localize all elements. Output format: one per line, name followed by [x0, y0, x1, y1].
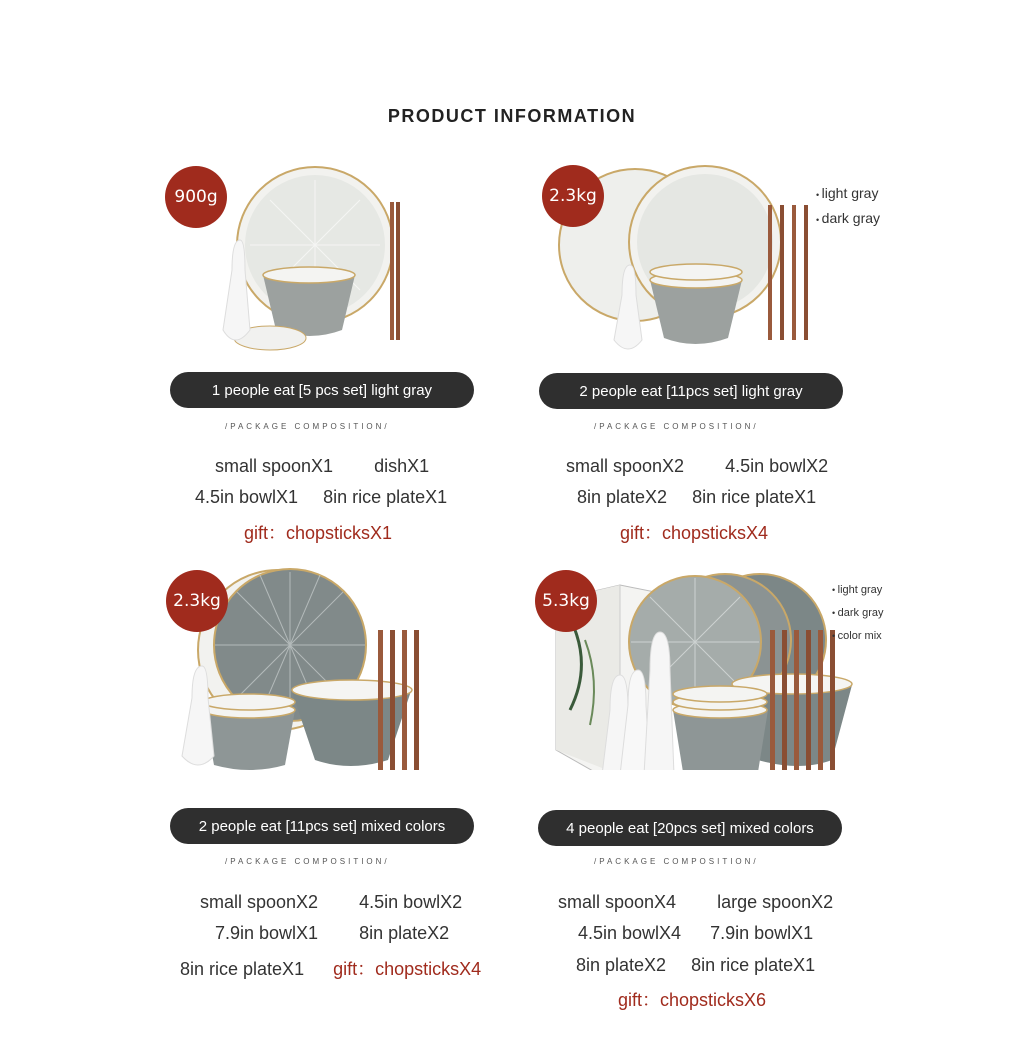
bowl-illustration	[263, 267, 355, 336]
composition-item: 8in rice plateX1	[323, 487, 448, 507]
composition-item: 7.9in bowlX1	[215, 923, 319, 943]
composition-row-1	[200, 892, 462, 913]
weight-badge: 2.3kg	[542, 165, 604, 227]
composition-item: 4.5in bowlX2	[725, 456, 829, 476]
composition-item: small spoonX2	[566, 456, 685, 476]
set-name-pill: 2 people eat [11pcs set] light gray	[539, 373, 843, 409]
composition-item: 8in plateX2	[359, 923, 450, 943]
composition-item: 8in plateX2	[576, 955, 667, 975]
composition-item: 4.5in bowlX1	[195, 487, 299, 507]
composition-row-2	[195, 487, 447, 508]
bowl-illustration	[203, 694, 295, 770]
package-composition-label: /PACKAGE COMPOSITION/	[594, 857, 759, 866]
color-option: • light gray	[832, 579, 884, 602]
set-name-pill: 1 people eat [5 pcs set] light gray	[170, 372, 474, 408]
composition-item: 8in rice plateX1	[180, 959, 305, 979]
color-option: • dark gray	[832, 602, 884, 625]
set-name-pill: 2 people eat [11pcs set] mixed colors	[170, 808, 474, 844]
composition-item: small spoonX2	[200, 892, 319, 912]
composition-row-3	[576, 955, 815, 976]
color-option: • light gray	[816, 182, 880, 207]
composition-item: 4.5in bowlX4	[578, 923, 682, 943]
weight-badge: 900g	[165, 166, 227, 228]
color-options	[832, 579, 884, 648]
composition-item: large spoonX2	[717, 892, 834, 912]
gift-text: gift：chopsticksX1	[244, 523, 393, 543]
composition-row-2	[577, 487, 816, 508]
product-set-4	[490, 560, 950, 1060]
composition-item: 8in rice plateX1	[691, 955, 816, 975]
set-name-pill: 4 people eat [20pcs set] mixed colors	[538, 810, 842, 846]
composition-item: 4.5in bowlX2	[359, 892, 463, 912]
composition-row-1	[566, 456, 828, 477]
bowl-illustration	[650, 264, 742, 344]
page-title: PRODUCT INFORMATION	[387, 106, 637, 126]
weight-badge: 5.3kg	[535, 570, 597, 632]
composition-item: 7.9in bowlX1	[710, 923, 814, 943]
composition-row-3	[180, 955, 481, 981]
composition-row-2	[215, 923, 449, 944]
gift-text: gift：chopsticksX6	[618, 990, 767, 1010]
package-composition-label: /PACKAGE COMPOSITION/	[225, 857, 390, 866]
composition-item: dishX1	[374, 456, 430, 476]
weight-badge: 2.3kg	[166, 570, 228, 632]
gift-text: gift：chopsticksX4	[333, 959, 482, 979]
composition-row-1	[558, 892, 833, 913]
gift-text: gift：chopsticksX4	[620, 523, 769, 543]
composition-row-1	[215, 456, 429, 477]
color-option: • color mix	[832, 625, 884, 648]
color-option: • dark gray	[816, 207, 880, 232]
bowl-stack-illustration	[673, 686, 768, 770]
chopsticks-illustration	[390, 202, 400, 340]
package-composition-label: /PACKAGE COMPOSITION/	[594, 422, 759, 431]
composition-item: 8in rice plateX1	[692, 487, 817, 507]
composition-item: small spoonX1	[215, 456, 334, 476]
color-options	[816, 182, 880, 232]
composition-item: 8in plateX2	[577, 487, 668, 507]
composition-item: small spoonX4	[558, 892, 677, 912]
composition-row-2	[578, 923, 813, 944]
package-composition-label: /PACKAGE COMPOSITION/	[225, 422, 390, 431]
